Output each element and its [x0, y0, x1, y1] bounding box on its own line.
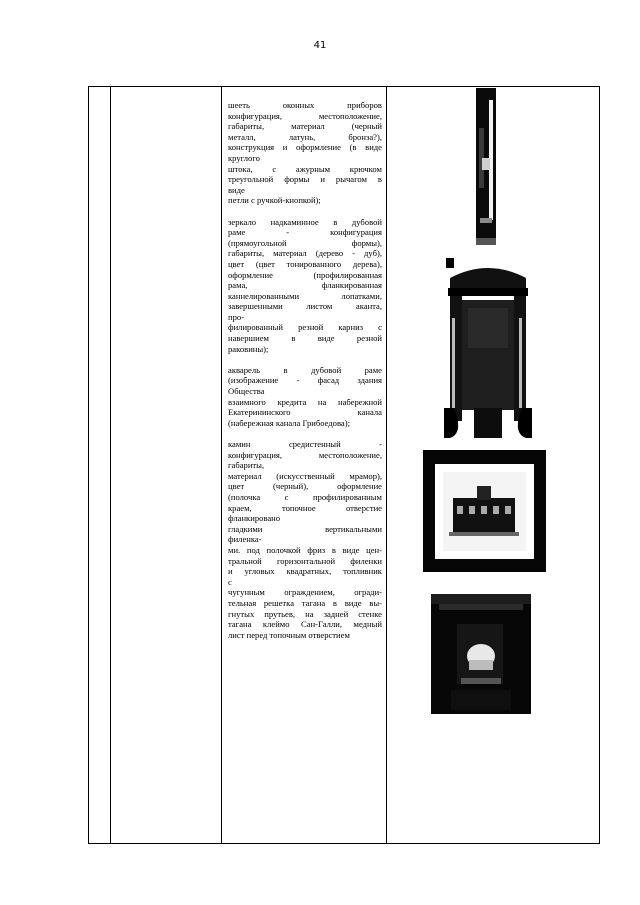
- text-line: габариты,: [228, 460, 265, 471]
- text-line: шееть оконных приборов: [228, 100, 382, 110]
- text-line: гладкими вертикальными: [228, 523, 382, 534]
- text-line: цвет (цвет тонированного дерева),: [228, 258, 382, 269]
- text-line: виде: [228, 184, 245, 195]
- column-divider-2: [221, 87, 222, 843]
- column-divider-3: [386, 87, 387, 843]
- text-line: краем, топочное отверстие: [228, 502, 382, 513]
- text-line: с: [228, 576, 232, 587]
- text-line: габариты, материал (черный: [228, 121, 382, 132]
- text-line: раме - конфигурация: [228, 227, 382, 238]
- text-line: тельная решетка тагана в виде вы-: [228, 597, 382, 608]
- page-number: 41: [313, 40, 327, 51]
- column-divider-1: [110, 87, 111, 843]
- text-line: габариты, материал (дерево - дуб),: [228, 248, 382, 259]
- text-line: Екатерининского канала: [228, 407, 382, 418]
- text-line: гнутых прутьев, на задней стенке: [228, 608, 382, 619]
- text-line: (прямоугольной формы),: [228, 237, 382, 248]
- paragraph: [228, 439, 382, 640]
- photo-fireplace: [431, 594, 531, 714]
- text-line: конфигурация, местоположение,: [228, 449, 382, 460]
- text-line: конфигурация, местоположение,: [228, 110, 382, 121]
- text-line: штока, с ажурным крючком: [228, 163, 382, 174]
- text-line: металл, латунь, бронза?),: [228, 131, 382, 142]
- text-line: треугольной формы и рычагом в: [228, 174, 382, 185]
- text-line: камин средистенный -: [228, 439, 382, 449]
- text-line: оформление (профилированная: [228, 269, 382, 280]
- text-line: петли с ручкой-кнопкой);: [228, 195, 321, 206]
- text-line: каннелированными лопатками,: [228, 290, 382, 301]
- text-line: рама, фланкированная: [228, 280, 382, 291]
- text-line: завершенными листом аканта,: [228, 301, 382, 312]
- text-line: ми. под полочкой фриз в виде цен-: [228, 544, 382, 555]
- text-line: филированный резной карниз с: [228, 322, 382, 333]
- photo-overmantel-mirror: [444, 258, 532, 438]
- text-line: (полочка с профилированным: [228, 491, 382, 502]
- text-line: чугунным ограждением, огради-: [228, 587, 382, 598]
- text-line: тральной горизонтальной филенки: [228, 555, 382, 566]
- text-line: навершием в виде резной: [228, 333, 382, 344]
- text-line: (изображение - фасад здания: [228, 375, 382, 386]
- text-line: филенка-: [228, 534, 262, 545]
- text-line: раковины);: [228, 343, 269, 354]
- text-line: тагана клеймо Сан-Галли, медный: [228, 619, 382, 630]
- paragraph: [228, 365, 382, 429]
- text-line: зеркало надкаминное в дубовой: [228, 216, 382, 227]
- text-line: лист перед топочным отверстием: [228, 629, 350, 640]
- text-line: и угловых квадратных, топливник: [228, 566, 382, 577]
- text-line: круглого: [228, 152, 260, 163]
- paragraph: [228, 217, 382, 355]
- description-cell: [228, 100, 382, 651]
- text-line: (набережная канала Грибоедова);: [228, 417, 350, 428]
- text-line: цвет (черный), оформление: [228, 481, 382, 492]
- photo-window-device: [476, 88, 496, 245]
- text-line: материал (искусственный мрамор),: [228, 470, 382, 481]
- photo-watercolor: [423, 450, 546, 572]
- text-line: взаимного кредита на набережной: [228, 396, 382, 407]
- text-line: про-: [228, 311, 245, 322]
- text-line: фланкировано: [228, 513, 281, 524]
- text-line: конструкция и оформление (в виде: [228, 142, 382, 153]
- paragraph: [228, 100, 382, 206]
- text-line: Общества: [228, 386, 265, 397]
- text-line: акварель в дубовой раме: [228, 364, 382, 375]
